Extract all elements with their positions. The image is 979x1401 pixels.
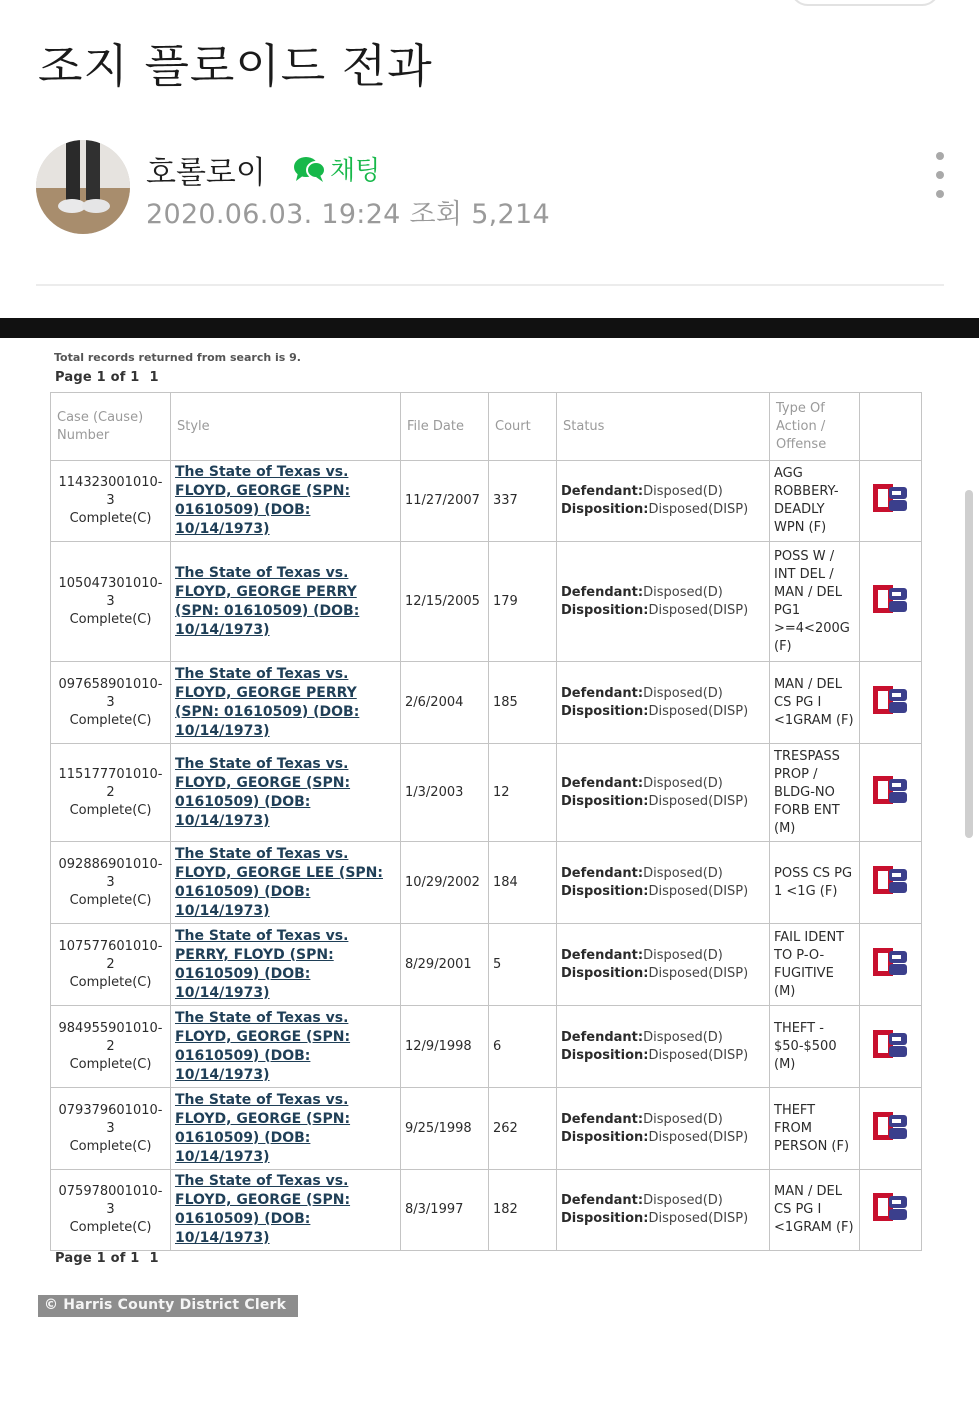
style-cell <box>171 662 401 744</box>
disposition-value: Disposed(DISP) <box>648 602 749 618</box>
disposition-value: Disposed(DISP) <box>648 1129 749 1145</box>
status-cell <box>557 542 770 662</box>
icon-cell <box>860 744 922 842</box>
case-style-link[interactable]: The State of Texas vs. FLOYD, GEORGE LEE (SPN: 01610509) (DOB: 10/14/1973) <box>175 845 383 919</box>
page-link[interactable]: 1 <box>149 370 159 385</box>
court-number: 185 <box>489 662 557 744</box>
disposition-label: Disposition: <box>561 1211 649 1226</box>
document-image-icon[interactable] <box>871 1190 911 1224</box>
style-cell <box>171 1170 401 1251</box>
table-row <box>51 1170 922 1251</box>
case-style-link[interactable]: The State of Texas vs. FLOYD, GEORGE (SPN: 01610509) (DOB: 10/14/1973) <box>175 464 351 537</box>
style-cell <box>171 461 401 542</box>
header-court: Court <box>489 393 557 461</box>
header-style: Style <box>171 393 401 461</box>
case-style-link[interactable]: The State of Texas vs. FLOYD, GEORGE (SPN: 01610509) (DOB: 10/14/1973) <box>175 1091 351 1165</box>
page-indicator-bottom: Page 1 of 1 1 <box>55 1251 159 1266</box>
table-row <box>51 1006 922 1088</box>
defendant-label: Defendant: <box>561 865 644 881</box>
case-status: Complete(C) <box>69 1220 152 1235</box>
style-cell <box>171 542 401 662</box>
post-title: 조지 플로이드 전과 <box>38 39 433 93</box>
defendant-value: Disposed(D) <box>643 685 723 701</box>
chat-bubble-icon <box>292 155 326 183</box>
case-status: Complete(C) <box>69 511 152 526</box>
icon-cell <box>860 1006 922 1088</box>
style-cell <box>171 924 401 1006</box>
disposition-label: Disposition: <box>561 703 649 719</box>
defendant-label: Defendant: <box>561 685 644 701</box>
court-number: 6 <box>489 1006 557 1088</box>
defendant-label: Defendant: <box>561 775 644 791</box>
case-number: 107577601010-2 <box>58 938 163 972</box>
document-image-icon[interactable] <box>871 481 911 515</box>
image-credit: © Harris County District Clerk <box>38 1295 298 1317</box>
offense-cell: AGG ROBBERY-DEADLY WPN (F) <box>770 461 860 542</box>
disposition-value: Disposed(DISP) <box>648 793 749 809</box>
case-number: 092886901010-3 <box>58 856 163 890</box>
case-style-link[interactable]: The State of Texas vs. FLOYD, GEORGE (SPN: 01610509) (DOB: 10/14/1973) <box>175 1173 351 1246</box>
case-cell <box>51 542 171 662</box>
defendant-label: Defendant: <box>561 1193 644 1208</box>
document-image-icon[interactable] <box>871 1027 911 1061</box>
scrollbar[interactable] <box>965 490 973 838</box>
defendant-value: Disposed(D) <box>643 1111 723 1127</box>
defendant-value: Disposed(D) <box>643 865 723 881</box>
disposition-value: Disposed(DISP) <box>648 703 749 719</box>
file-date: 1/3/2003 <box>401 744 489 842</box>
style-cell <box>171 744 401 842</box>
defendant-label: Defendant: <box>561 947 644 963</box>
post-meta: 2020.06.03. 19:24 조회 5,214 <box>146 199 550 230</box>
table-row <box>51 461 922 542</box>
icon-cell <box>860 662 922 744</box>
disposition-label: Disposition: <box>561 965 649 981</box>
defendant-label: Defendant: <box>561 584 644 600</box>
status-cell <box>557 662 770 744</box>
status-cell <box>557 1170 770 1251</box>
file-date: 8/29/2001 <box>401 924 489 1006</box>
defendant-label: Defendant: <box>561 1029 644 1045</box>
document-image-icon[interactable] <box>871 1109 911 1143</box>
document-image-icon[interactable] <box>871 582 911 616</box>
case-cell <box>51 744 171 842</box>
disposition-value: Disposed(DISP) <box>648 1211 749 1226</box>
document-image-icon[interactable] <box>871 863 911 897</box>
file-date: 10/29/2002 <box>401 842 489 924</box>
defendant-value: Disposed(D) <box>643 1029 723 1045</box>
case-status: Complete(C) <box>69 1138 152 1154</box>
defendant-value: Disposed(D) <box>643 775 723 791</box>
file-date: 8/3/1997 <box>401 1170 489 1251</box>
case-status: Complete(C) <box>69 611 152 627</box>
case-style-link[interactable]: The State of Texas vs. FLOYD, GEORGE (SPN: 01610509) (DOB: 10/14/1973) <box>175 755 351 829</box>
case-number: 115177701010-2 <box>58 766 163 800</box>
case-style-link[interactable]: The State of Texas vs. FLOYD, GEORGE PERRY (SPN: 01610509) (DOB: 10/14/1973) <box>175 665 360 739</box>
author-avatar[interactable] <box>36 140 130 234</box>
status-cell <box>557 461 770 542</box>
table-row <box>51 924 922 1006</box>
court-number: 5 <box>489 924 557 1006</box>
case-style-link[interactable]: The State of Texas vs. FLOYD, GEORGE (SPN: 01610509) (DOB: 10/14/1973) <box>175 1009 351 1083</box>
document-image-icon[interactable] <box>871 773 911 807</box>
disposition-value: Disposed(DISP) <box>648 1047 749 1063</box>
status-cell <box>557 924 770 1006</box>
document-image-icon[interactable] <box>871 945 911 979</box>
case-cell <box>51 1088 171 1170</box>
case-cell <box>51 461 171 542</box>
case-cell <box>51 842 171 924</box>
disposition-label: Disposition: <box>561 502 649 517</box>
image-top-border <box>0 318 979 338</box>
status-cell <box>557 842 770 924</box>
table-row <box>51 744 922 842</box>
status-cell <box>557 1088 770 1170</box>
defendant-value: Disposed(D) <box>643 1193 723 1208</box>
table-row <box>51 542 922 662</box>
header-file-date: File Date <box>401 393 489 461</box>
court-number: 337 <box>489 461 557 542</box>
header-divider <box>36 284 944 286</box>
disposition-label: Disposition: <box>561 793 649 809</box>
defendant-value: Disposed(D) <box>643 484 723 499</box>
icon-cell <box>860 842 922 924</box>
case-status: Complete(C) <box>69 1056 152 1072</box>
header-icon <box>860 393 922 461</box>
case-status: Complete(C) <box>69 802 152 818</box>
case-style-link[interactable]: The State of Texas vs. FLOYD, GEORGE PERRY (SPN: 01610509) (DOB: 10/14/1973) <box>175 564 360 638</box>
table-row <box>51 1088 922 1170</box>
status-cell <box>557 744 770 842</box>
case-number: 079379601010-3 <box>58 1102 163 1136</box>
total-records-line: Total records returned from search is 9. <box>54 351 301 364</box>
file-date: 11/27/2007 <box>401 461 489 542</box>
header-offense: Type Of Action / Offense <box>770 393 860 461</box>
case-status: Complete(C) <box>69 974 152 990</box>
offense-cell: THEFT FROM PERSON (F) <box>770 1088 860 1170</box>
file-date: 12/15/2005 <box>401 542 489 662</box>
case-cell <box>51 924 171 1006</box>
disposition-value: Disposed(DISP) <box>648 883 749 899</box>
offense-cell: MAN / DEL CS PG I <1GRAM (F) <box>770 1170 860 1251</box>
disposition-label: Disposition: <box>561 1047 649 1063</box>
chat-button[interactable] <box>292 150 380 187</box>
court-number: 179 <box>489 542 557 662</box>
style-cell <box>171 1006 401 1088</box>
case-cell <box>51 662 171 744</box>
disposition-value: Disposed(DISP) <box>648 965 749 981</box>
case-number: 114323001010-3 <box>58 475 163 508</box>
case-number: 105047301010-3 <box>58 575 163 609</box>
file-date: 9/25/1998 <box>401 1088 489 1170</box>
icon-cell <box>860 461 922 542</box>
case-status: Complete(C) <box>69 892 152 908</box>
court-number: 182 <box>489 1170 557 1251</box>
offense-cell: MAN / DEL CS PG I <1GRAM (F) <box>770 662 860 744</box>
page-link[interactable]: 1 <box>149 1251 159 1266</box>
disposition-value: Disposed(DISP) <box>648 502 749 517</box>
court-records-image <box>0 338 979 1401</box>
defendant-value: Disposed(D) <box>643 584 723 600</box>
defendant-label: Defendant: <box>561 484 644 499</box>
table-header-row <box>51 393 922 461</box>
table-row <box>51 842 922 924</box>
top-toolbar-button[interactable] <box>790 0 940 6</box>
header-status: Status <box>557 393 770 461</box>
offense-cell: POSS CS PG 1 <1G (F) <box>770 842 860 924</box>
records-table <box>50 392 922 1251</box>
document-image-icon[interactable] <box>871 683 911 717</box>
more-vertical-icon[interactable] <box>928 152 952 198</box>
case-cell <box>51 1170 171 1251</box>
chat-label: 채팅 <box>330 156 381 186</box>
author-name[interactable]: 호롤로이 <box>146 155 266 191</box>
file-date: 12/9/1998 <box>401 1006 489 1088</box>
offense-cell: FAIL IDENT TO P-O-FUGITIVE (M) <box>770 924 860 1006</box>
icon-cell <box>860 924 922 1006</box>
case-number: 097658901010-3 <box>58 676 163 710</box>
header-case-number: Case (Cause) Number <box>51 393 171 461</box>
status-cell <box>557 1006 770 1088</box>
case-number: 984955901010-2 <box>58 1020 163 1054</box>
case-number: 075978001010-3 <box>58 1184 163 1217</box>
table-row <box>51 662 922 744</box>
icon-cell <box>860 1170 922 1251</box>
style-cell <box>171 1088 401 1170</box>
court-number: 262 <box>489 1088 557 1170</box>
file-date: 2/6/2004 <box>401 662 489 744</box>
case-status: Complete(C) <box>69 712 152 728</box>
disposition-label: Disposition: <box>561 602 649 618</box>
disposition-label: Disposition: <box>561 1129 649 1145</box>
defendant-value: Disposed(D) <box>643 947 723 963</box>
offense-cell: THEFT - $50-$500 (M) <box>770 1006 860 1088</box>
case-cell <box>51 1006 171 1088</box>
icon-cell <box>860 1088 922 1170</box>
offense-cell: POSS W / INT DEL / MAN / DEL PG1 >=4<200G (F) <box>770 542 860 662</box>
style-cell <box>171 842 401 924</box>
page-indicator-top: Page 1 of 1 1 <box>55 370 159 385</box>
court-number: 12 <box>489 744 557 842</box>
court-number: 184 <box>489 842 557 924</box>
case-style-link[interactable]: The State of Texas vs. PERRY, FLOYD (SPN: 01610509) (DOB: 10/14/1973) <box>175 927 349 1001</box>
icon-cell <box>860 542 922 662</box>
defendant-label: Defendant: <box>561 1111 644 1127</box>
offense-cell: TRESPASS PROP / BLDG-NO FORB ENT (M) <box>770 744 860 842</box>
disposition-label: Disposition: <box>561 883 649 899</box>
